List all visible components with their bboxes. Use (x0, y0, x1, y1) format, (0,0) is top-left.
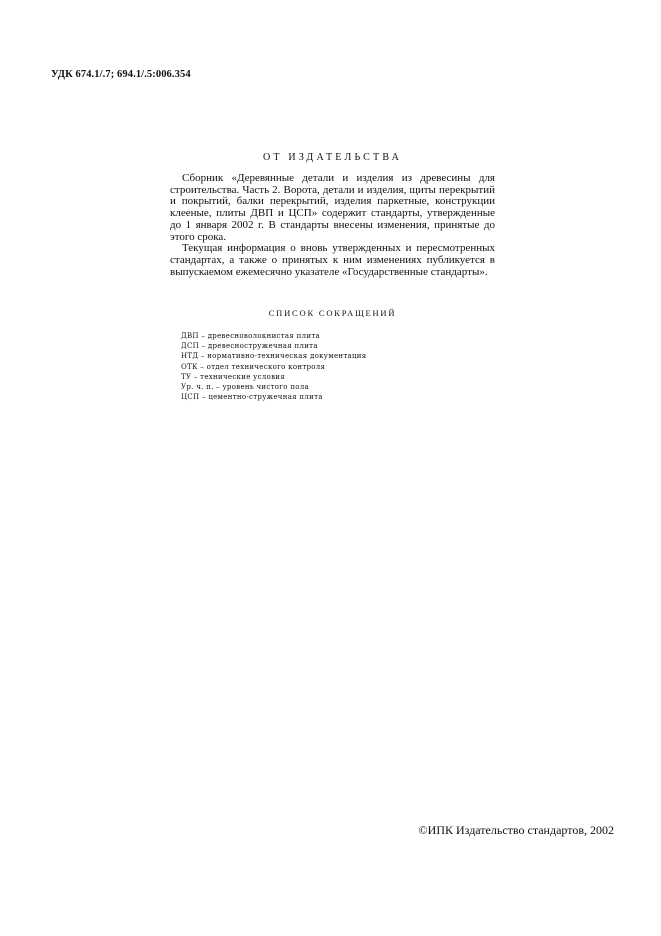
publisher-note-title: ОТ ИЗДАТЕЛЬСТВА (262, 152, 402, 163)
abbreviation-item: ДВП – древесноволокнистая плита (181, 332, 320, 340)
publisher-note-text (170, 173, 495, 278)
abbreviation-item: НТД – нормативно-техническая документация (181, 352, 367, 361)
abbreviation-item: ОТК – отдел технического контроля (181, 362, 326, 371)
abbreviation-item: ДСП – древесностружечная плита (181, 342, 318, 351)
intro-paragraph: Текущая информация о вновь утвержденных и пересмотренных стандартах, а также о принятых к ним изменениях публикуется в выпускаемом ежемесячно указателе «Государственные стандарты». (170, 242, 495, 278)
intro-paragraph: Сборник «Деревянные детали и изделия из древесины для строительства. Часть 2. Ворота, детали и изделия, щиты перекрытий и покрытий, балки перекрытий, изделия паркетные, конструкции клееные, плиты ДВП и ЦСП» содержит стандарты, утвержденные до 1 января 2002 г. В стандарты внесены изменения, принятые до этого срока. (170, 172, 495, 243)
udk-code: УДК 674.1/.7; 694.1/.5:006.354 (51, 69, 191, 80)
abbreviations-title: СПИСОК СОКРАЩЕНИЙ (268, 308, 397, 318)
copyright-footer: ©ИПК Издательство стандартов, 2002 (418, 823, 614, 837)
abbreviations-list (181, 331, 481, 402)
abbreviation-item: ТУ – технические условия (181, 372, 285, 381)
abbreviation-item: Ур. ч. п. – уровень чистого пола (181, 383, 310, 392)
abbreviation-item: ЦСП – цементно-стружечная плита (181, 393, 323, 402)
